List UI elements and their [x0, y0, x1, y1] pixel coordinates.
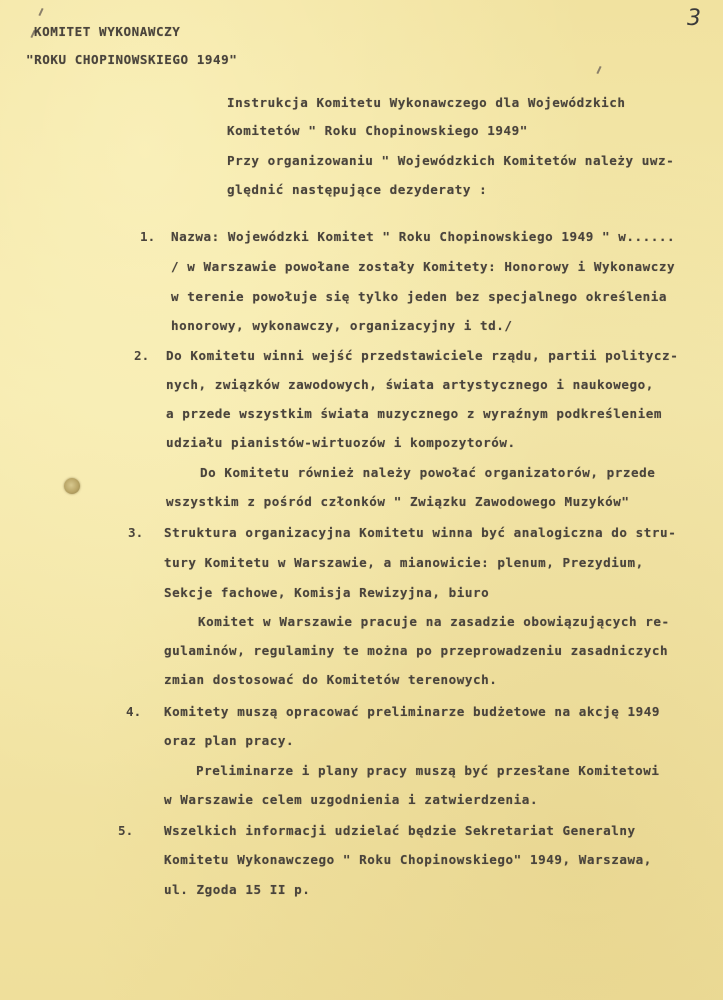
- page-number: 3: [687, 6, 701, 31]
- item-2-line-2: nych, związków zawodowych, świata artystycznego i naukowego,: [166, 377, 654, 392]
- item-number-2: 2.: [134, 348, 150, 363]
- item-2-line-5: Do Komitetu również należy powołać organizatorów, przede: [200, 465, 656, 480]
- title-line-2: Komitetów " Roku Chopinowskiego 1949": [227, 123, 528, 138]
- intro-line-2: ględnić następujące dezyderaty :: [227, 182, 488, 197]
- item-number-4: 4.: [126, 704, 142, 719]
- item-3-line-5: gulaminów, regulaminy te można po przeprowadzeniu zasadniczych: [164, 643, 669, 658]
- item-2-line-3: a przede wszystkim świata muzycznego z wyraźnym podkreśleniem: [166, 406, 663, 421]
- item-4-line-1: Komitety muszą opracować preliminarze budżetowe na akcję 1949: [164, 704, 661, 719]
- item-5-line-1: Wszelkich informacji udzielać będzie Sekretariat Generalny: [164, 823, 636, 838]
- item-number-3: 3.: [128, 525, 144, 540]
- item-3-line-2: tury Komitetu w Warszawie, a mianowicie: plenum, Prezydium,: [164, 555, 644, 570]
- item-3-line-6: zmian dostosować do Komitetów terenowych.: [164, 672, 498, 687]
- item-1-line-1: Nazwa: Wojewódzki Komitet " Roku Chopinowskiego 1949 " w......: [171, 229, 676, 244]
- item-2-line-4: udziału pianistów-wirtuozów i kompozytorów.: [166, 435, 516, 450]
- item-4-line-3: Preliminarze i plany pracy muszą być przesłane Komitetowi: [196, 763, 660, 778]
- title-line-1: Instrukcja Komitetu Wykonawczego dla Wojewódzkich: [227, 95, 626, 110]
- header-line-1: KOMITET WYKONAWCZY: [34, 24, 181, 39]
- item-4-line-4: w Warszawie celem uzgodnienia i zatwierdzenia.: [164, 792, 539, 807]
- paper-mark: [596, 66, 601, 74]
- header-line-2: "ROKU CHOPINOWSKIEGO 1949": [26, 52, 238, 67]
- item-4-line-2: oraz plan pracy.: [164, 733, 295, 748]
- item-5-line-2: Komitetu Wykonawczego " Roku Chopinowskiego" 1949, Warszawa,: [164, 852, 652, 867]
- item-3-line-1: Struktura organizacyjna Komitetu winna być analogiczna do stru-: [164, 525, 677, 540]
- item-5-line-3: ul. Zgoda 15 II p.: [164, 882, 311, 897]
- intro-line-1: Przy organizowaniu " Wojewódzkich Komitetów należy uwz-: [227, 153, 675, 168]
- item-number-5: 5.: [118, 823, 134, 838]
- item-1-line-2: / w Warszawie powołane zostały Komitety: Honorowy i Wykonawczy: [171, 259, 676, 274]
- item-3-line-4: Komitet w Warszawie pracuje na zasadzie obowiązujących re-: [198, 614, 670, 629]
- item-1-line-3: w terenie powołuje się tylko jeden bez specjalnego określenia: [171, 289, 668, 304]
- item-3-line-3: Sekcje fachowe, Komisja Rewizyjna, biuro: [164, 585, 490, 600]
- item-number-1: 1.: [140, 229, 156, 244]
- punch-hole: [64, 478, 80, 494]
- item-2-line-6: wszystkim z pośród członków " Związku Zawodowego Muzyków": [166, 494, 630, 509]
- paper-mark: [38, 8, 43, 16]
- item-1-line-4: honorowy, wykonawczy, organizacyjny i td./: [171, 318, 513, 333]
- item-2-line-1: Do Komitetu winni wejść przedstawiciele rządu, partii politycz-: [166, 348, 679, 363]
